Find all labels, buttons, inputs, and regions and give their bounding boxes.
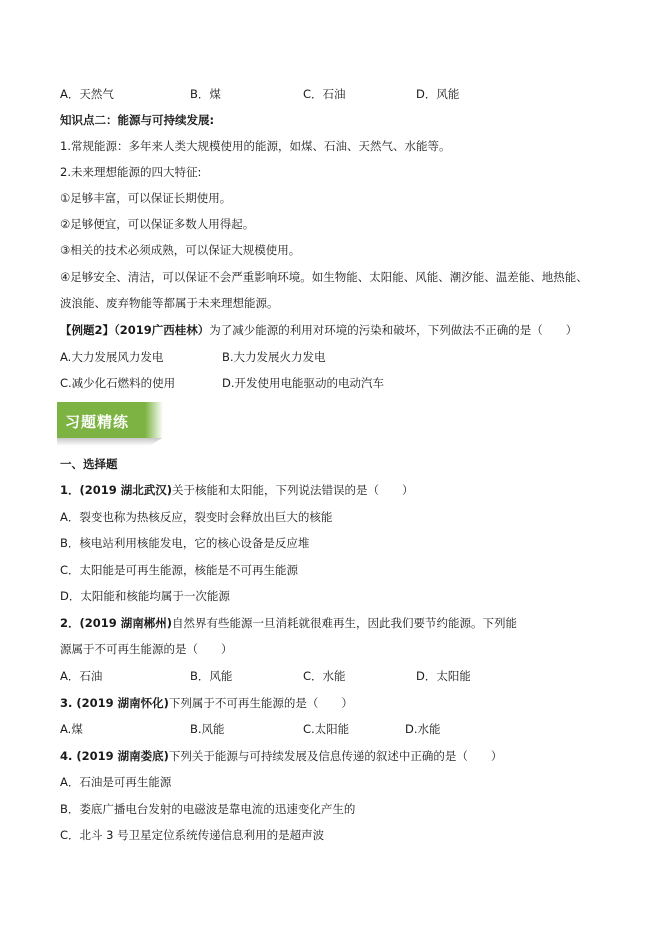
question-2-option-c: C．水能 xyxy=(303,669,346,683)
example-2-stem: 为了减少能源的利用对环境的污染和破坏，下列做法不正确的是（ ） xyxy=(209,323,578,337)
question-2-label: 2．(2019 湖南郴州) xyxy=(60,616,173,630)
question-3-option-b: B.风能 xyxy=(190,722,225,736)
knowledge-line: 1.常规能源：多年来人类大规模使用的能源，如煤、石油、天然气、水能等。 xyxy=(60,139,451,153)
question-2 xyxy=(60,615,517,631)
question-2-option-d: D．太阳能 xyxy=(416,669,471,683)
option-d: D．风能 xyxy=(416,87,460,101)
example-2-option-b: B.大力发展火力发电 xyxy=(222,350,326,364)
knowledge-line: ④足够安全、清洁，可以保证不会严重影响环境。如生物能、太阳能、风能、潮汐能、温差能、地热能、 xyxy=(60,270,588,284)
option-c: C．石油 xyxy=(303,87,346,101)
question-3-stem: 下列属于不可再生能源的是（ ） xyxy=(168,696,353,710)
knowledge-line: 波浪能、废弃物能等都属于未来理想能源。 xyxy=(60,296,279,310)
question-3 xyxy=(60,695,353,711)
question-4 xyxy=(60,748,502,764)
knowledge-line: ③相关的技术必须成熟，可以保证大规模使用。 xyxy=(60,243,301,257)
question-1-option-b: B．核电站利用核能发电，它的核心设备是反应堆 xyxy=(60,536,310,550)
question-4-label: 4. (2019 湖南娄底) xyxy=(60,749,169,763)
knowledge-line: 2.未来理想能源的四大特征: xyxy=(60,165,202,179)
example-2-option-c: C.减少化石燃料的使用 xyxy=(60,376,176,390)
example-2-option-a: A.大力发展风力发电 xyxy=(60,350,164,364)
example-2 xyxy=(60,322,577,338)
question-1-option-d: D．太阳能和核能均属于一次能源 xyxy=(60,589,230,603)
banner-shadow xyxy=(57,438,162,446)
example-2-option-d: D.开发使用电能驱动的电动汽车 xyxy=(222,376,385,390)
option-b: B．煤 xyxy=(190,87,221,101)
question-2-stem-cont: 源属于不可再生能源的是（ ） xyxy=(60,642,233,656)
question-1 xyxy=(60,482,414,498)
question-1-option-c: C．太阳能是可再生能源，核能是不可再生能源 xyxy=(60,563,299,577)
section-title: 一、选择题 xyxy=(60,457,118,471)
knowledge-heading: 知识点二：能源与可持续发展: xyxy=(60,113,215,127)
question-1-option-a: A．裂变也称为热核反应，裂变时会释放出巨大的核能 xyxy=(60,510,333,524)
question-4-stem: 下列关于能源与可持续发展及信息传递的叙述中正确的是（ ） xyxy=(168,749,503,763)
example-2-label: 【例题2】（2019广西桂林） xyxy=(60,323,210,337)
question-2-option-b: B．风能 xyxy=(190,669,233,683)
question-3-option-d: D.水能 xyxy=(405,722,441,736)
knowledge-line: ①足够丰富，可以保证长期使用。 xyxy=(60,191,232,205)
question-4-option-b: B．娄底广播电台发射的电磁波是靠电流的迅速变化产生的 xyxy=(60,802,356,816)
question-4-option-a: A．石油是可再生能源 xyxy=(60,775,172,789)
question-4-option-c: C．北斗 3 号卫星定位系统传递信息利用的是超声波 xyxy=(60,828,325,842)
question-2-option-a: A．石油 xyxy=(60,669,103,683)
question-3-label: 3. (2019 湖南怀化) xyxy=(60,696,169,710)
knowledge-line: ②足够便宜，可以保证多数人用得起。 xyxy=(60,217,255,231)
banner-title: 习题精练 xyxy=(65,413,130,431)
option-a: A．天然气 xyxy=(60,87,114,101)
question-2-stem: 自然界有些能源一旦消耗就很难再生，因此我们要节约能源。下列能 xyxy=(172,616,518,630)
question-3-option-c: C.太阳能 xyxy=(303,722,350,736)
question-3-option-a: A.煤 xyxy=(60,722,83,736)
question-1-label: 1．(2019 湖北武汉) xyxy=(60,483,173,497)
section-banner xyxy=(57,402,145,438)
question-1-stem: 关于核能和太阳能，下列说法错误的是（ ） xyxy=(172,483,414,497)
banner-fade xyxy=(145,402,163,438)
